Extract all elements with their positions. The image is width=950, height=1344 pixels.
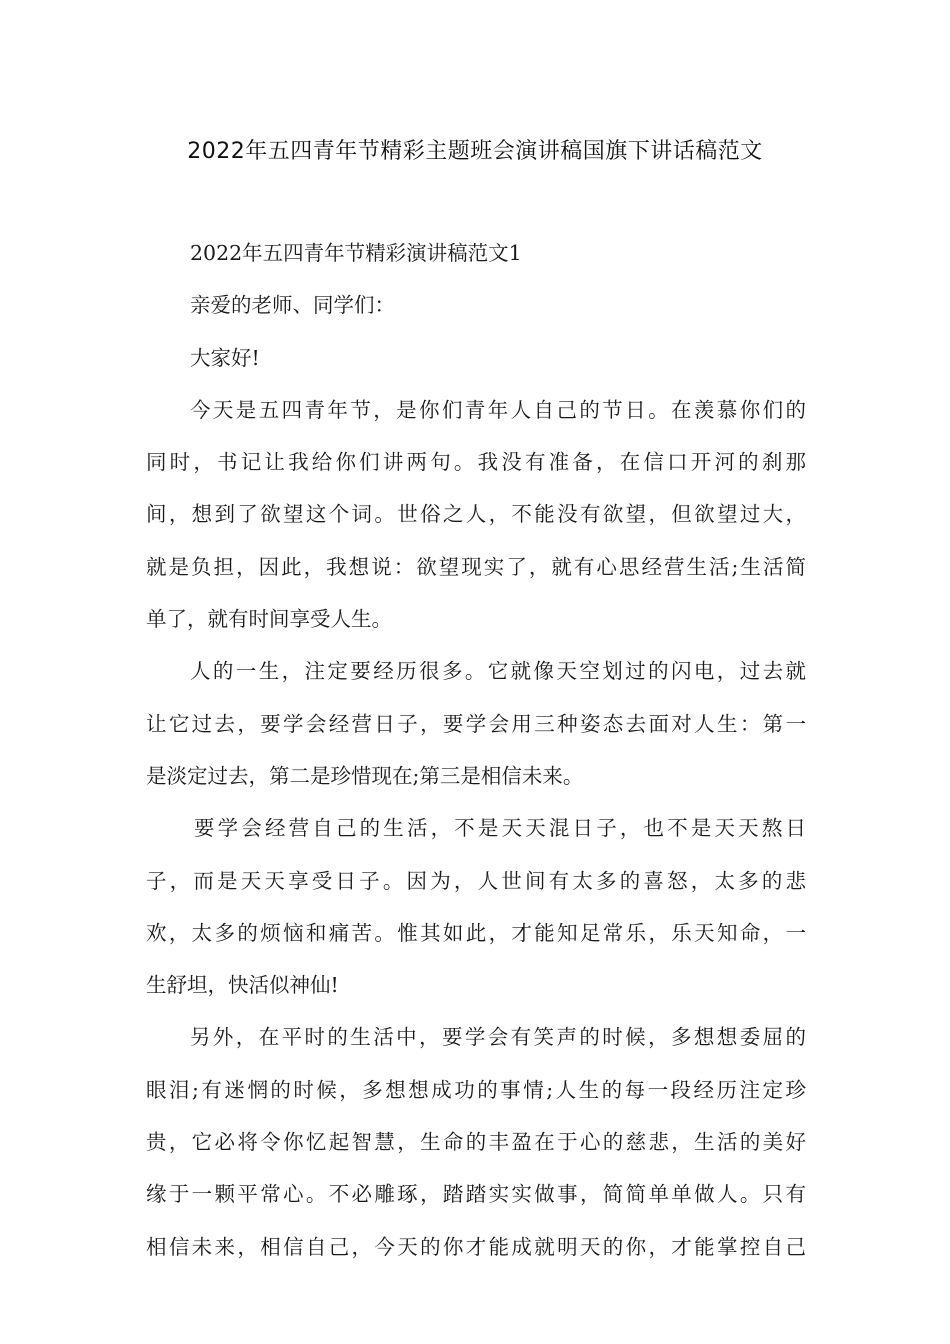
text-line <box>146 1124 806 1176</box>
text-line-content: 缘于一颗平常心。不必雕琢，踏踏实实做事，简简单单做人。只有 <box>146 1182 806 1207</box>
text-line-content: 同时，书记让我给你们讲两句。我没有准备，在信口开河的刹那 <box>146 450 806 475</box>
text-line <box>146 915 806 967</box>
text-line <box>146 1176 806 1228</box>
document-body <box>146 235 806 1281</box>
text-line <box>146 444 806 496</box>
text-line <box>146 287 806 339</box>
text-line <box>146 967 806 1019</box>
text-line-content: 是淡定过去，第二是珍惜现在;第三是相信未来。 <box>146 763 584 788</box>
text-line <box>146 706 806 758</box>
document-title: 2022年五四青年节精彩主题班会演讲稿国旗下讲话稿范文 <box>187 139 763 164</box>
text-line-content: 生舒坦，快活似神仙! <box>146 973 339 998</box>
text-line <box>146 340 806 392</box>
text-line <box>146 1229 806 1281</box>
text-line-content: 让它过去，要学会经营日子，要学会用三种姿态去面对人生：第一 <box>146 711 806 736</box>
text-line <box>146 758 806 810</box>
text-line <box>146 653 806 705</box>
text-line-content: 间，想到了欲望这个词。世俗之人，不能没有欲望，但欲望过大， <box>146 502 806 527</box>
text-line <box>146 1072 806 1124</box>
text-line-content: 今天是五四青年节，是你们青年人自己的节日。在羡慕你们的 <box>190 397 806 422</box>
text-line-content: 就是负担，因此，我想说：欲望现实了，就有心思经营生活;生活简 <box>146 554 806 579</box>
text-line <box>146 235 806 287</box>
text-line-content: 人的一生，注定要经历很多。它就像天空划过的闪电，过去就 <box>190 659 806 684</box>
text-line <box>146 601 806 653</box>
text-line <box>146 496 806 548</box>
text-line-content: 欢，太多的烦恼和痛苦。惟其如此，才能知足常乐，乐天知命，一 <box>146 920 806 945</box>
text-line-content: 亲爱的老师、同学们： <box>190 293 395 318</box>
text-line <box>146 863 806 915</box>
text-line-content: 单了，就有时间享受人生。 <box>146 607 392 632</box>
text-line-content: 大家好! <box>190 345 260 370</box>
text-line <box>146 549 806 601</box>
text-line-content: 眼泪;有迷惘的时候，多想想成功的事情;人生的每一段经历注定珍 <box>146 1077 806 1102</box>
text-line <box>146 392 806 444</box>
text-line <box>146 1019 806 1071</box>
text-line-content: 相信未来，相信自己，今天的你才能成就明天的你，才能掌控自己 <box>146 1234 806 1259</box>
text-line-content: 贵，它必将令你忆起智慧，生命的丰盈在于心的慈悲，生活的美好 <box>146 1130 806 1155</box>
text-line-content: 子，而是天天享受日子。因为，人世间有太多的喜怒，太多的悲 <box>146 868 806 893</box>
text-line <box>146 810 806 862</box>
text-line-content: 2022年五四青年节精彩演讲稿范文1 <box>190 241 522 265</box>
text-line-content: 要学会经营自己的生活，不是天天混日子，也不是天天熬日 <box>194 816 806 841</box>
text-line-content: 另外，在平时的生活中，要学会有笑声的时候，多想想委屈的 <box>190 1025 806 1050</box>
